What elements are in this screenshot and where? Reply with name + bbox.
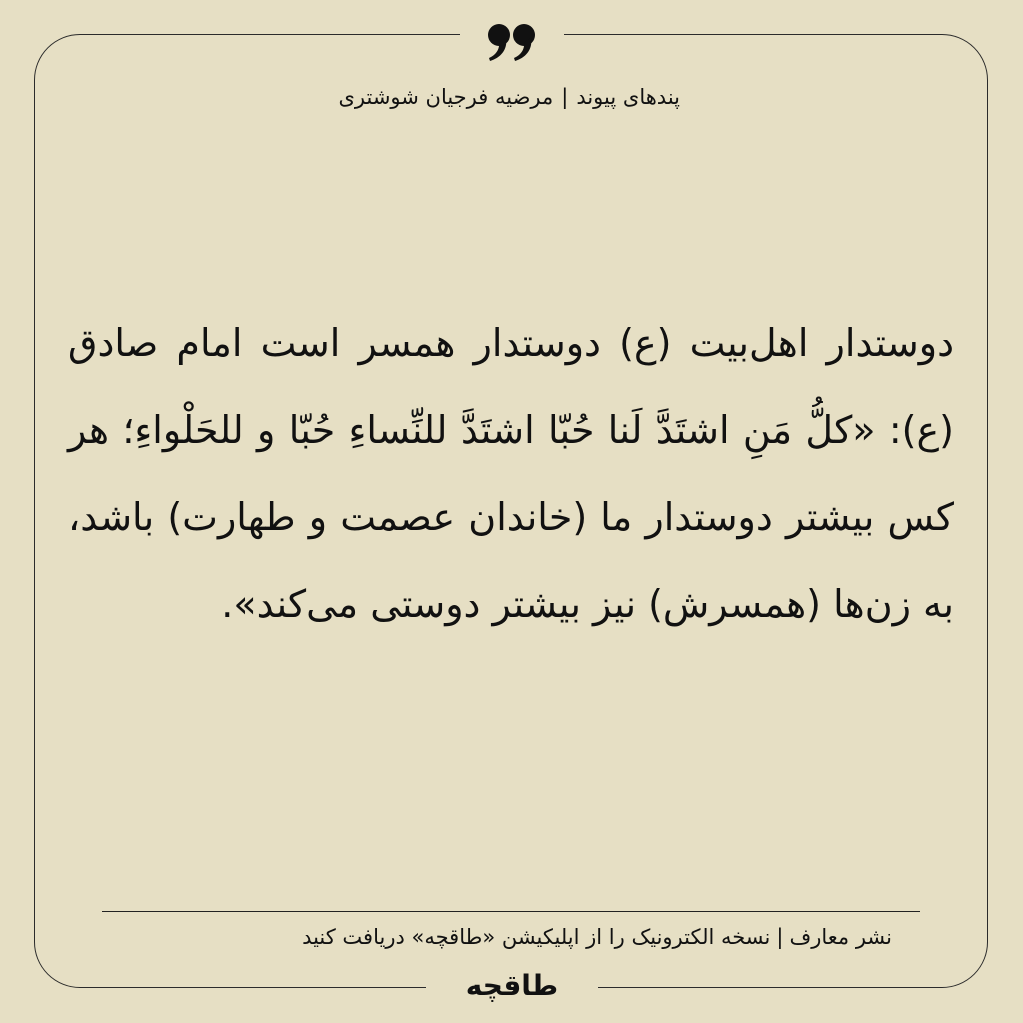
quote-text: دوستدار اهل‌بیت (ع) دوستدار همسر است امام صادق (ع): «کلُّ مَنِ اشتَدَّ لَنا حُبّا اشتَدَّ للنِّساءِ حُبّا و للحَلْواءِ؛ هر کس بیشتر دوستدار ما (خاندان عصمت و طهارت) باشد، به زن‌ها (همسرش) نیز بیشتر دوستی می‌کند». <box>68 321 954 626</box>
header-separator: | <box>561 85 569 109</box>
author-name: مرضیه فرجیان شوشتری <box>338 85 554 109</box>
footer-separator: | <box>776 925 784 949</box>
publisher-name: نشر معارف <box>789 925 892 949</box>
taaghche-logo: طاقچه <box>465 969 559 1002</box>
footer-divider <box>102 911 920 912</box>
header <box>200 82 680 112</box>
footer <box>120 922 892 952</box>
download-note: نسخه الکترونیک را از اپلیکیشن «طاقچه» دریافت کنید <box>302 925 771 949</box>
quote-mark-icon <box>486 22 538 62</box>
book-title: پندهای پیوند <box>576 85 680 109</box>
